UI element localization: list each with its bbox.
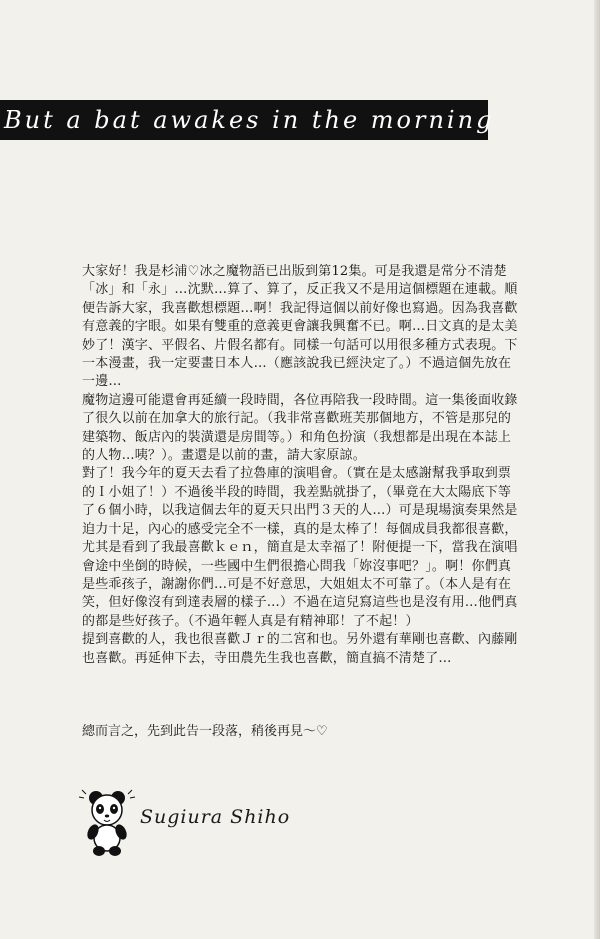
panda-mascot-icon [78,788,138,858]
page-edge [594,0,600,939]
paragraph-intro: 大家好！我是杉浦♡冰之魔物語已出版到第12集。可是我還是常分不清楚「冰」和「永」…沈默…算了、算了，反正我又不是用這個標題在連載。順便告訴大家，我喜歡想標題…啊！我記得這個以前好像也寫過。因為我喜歡有意義的字眼。如果有雙重的意義更會讓我興奮不已。啊…日文真的是太美妙了！漢字、平假名、片假名都有。同樣一句話可以用很多種方式表現。下一本漫畫，我一定要畫日本人…（應該說我已經決定了。）不過這個先放在一邊… [82,264,518,390]
title-banner [0,100,495,140]
signoff-line: 總而言之，先到此告一段落，稍後再見～♡ [82,724,328,739]
paragraph-series: 魔物這邊可能還會再延續一段時間，各位再陪我一段時間。這一集後面收錄了很久以前在加拿大的旅行記。（我非常喜歡班芙那個地方，不管是那兒的建築物、飯店內的裝潢還是房間等。）和角色扮演（我想都是出現在本誌上的人物…咦？）。畫還是以前的畫，請大家原諒。 [82,392,518,464]
paragraph-concert: 對了！我今年的夏天去看了拉魯庫的演唱會。（實在是太感謝幫我爭取到票的Ｉ小姐了！）不過後半段的時間，我差點就掛了，（畢竟在大太陽底下等了６個小時，以我這個去年的夏天只出門３天的人…）可是現場演奏果然是迫力十足，內心的感受完全不一樣，真的是太棒了！每個成員我都很喜歡，尤其是看到了我最喜歡ｋｅｎ，簡直是太幸福了！附便提一下，當我在演唱會途中坐倒的時候，一些國中生們很擔心問我「妳沒事吧？」。啊！你們真是些乖孩子，謝謝你們…可是不好意思，大姐姐太不可靠了。（本人是有在笑，但好像沒有到達表層的樣子…）不過在這兒寫這些也是沒有用…他們真的都是些好孩子。（不過年輕人真是有精神耶！了不起！） [82,466,518,629]
author-signature: Sugiura Shiho [140,806,291,828]
author-note-body [82,263,524,668]
paragraph-favorites: 提到喜歡的人，我也很喜歡Ｊｒ的二宮和也。另外還有華剛也喜歡、內藤剛也喜歡。再延伸下去，寺田農先生我也喜歡，簡直搞不清楚了… [82,632,518,666]
page-title: But a bat awakes in the morning [4,106,495,134]
